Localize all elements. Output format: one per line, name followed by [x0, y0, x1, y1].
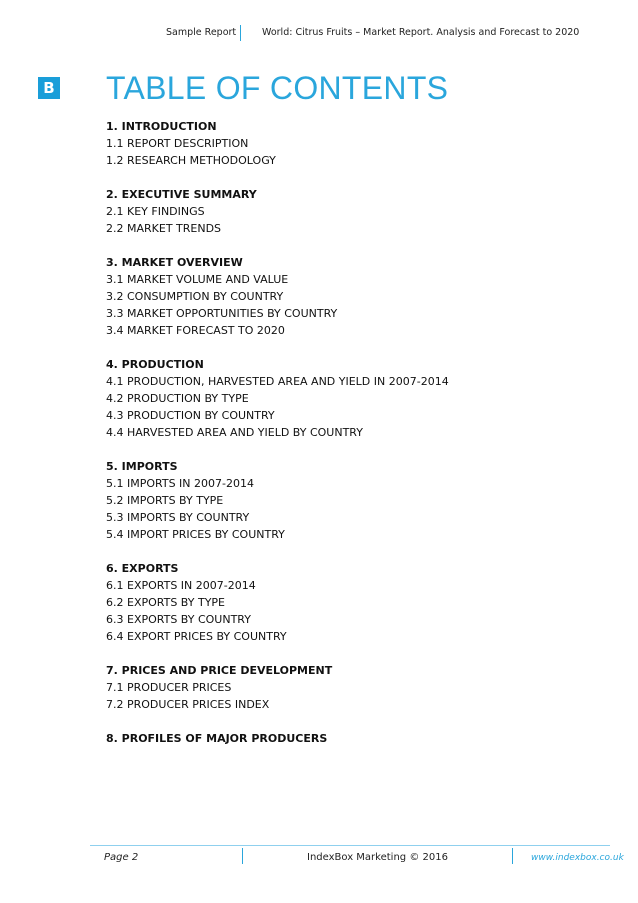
- toc-section: [106, 560, 606, 645]
- toc-section-heading[interactable]: 1. INTRODUCTION: [106, 120, 217, 133]
- toc-item[interactable]: 6.3 EXPORTS BY COUNTRY: [106, 613, 251, 626]
- footer-separator: [512, 848, 513, 864]
- footer-company: IndexBox Marketing © 2016: [307, 852, 448, 863]
- toc-item[interactable]: 3.4 MARKET FORECAST TO 2020: [106, 324, 285, 337]
- indexbox-logo-icon: B: [38, 77, 60, 99]
- toc-item[interactable]: 3.2 CONSUMPTION BY COUNTRY: [106, 290, 284, 303]
- footer-divider: [90, 845, 610, 846]
- toc-section-heading[interactable]: 7. PRICES AND PRICE DEVELOPMENT: [106, 664, 333, 677]
- toc-item[interactable]: 6.1 EXPORTS IN 2007-2014: [106, 579, 256, 592]
- toc-section-heading[interactable]: 3. MARKET OVERVIEW: [106, 256, 243, 269]
- table-of-contents: [106, 118, 606, 764]
- header-report-type: Sample Report: [166, 27, 237, 38]
- page-number: Page 2: [104, 852, 139, 863]
- footer-separator: [242, 848, 243, 864]
- toc-section-heading[interactable]: 8. PROFILES OF MAJOR PRODUCERS: [106, 732, 328, 745]
- toc-section: [106, 730, 606, 747]
- toc-item[interactable]: 5.2 IMPORTS BY TYPE: [106, 494, 224, 507]
- header-separator: [240, 25, 241, 41]
- toc-section: [106, 186, 606, 237]
- toc-section-heading[interactable]: 4. PRODUCTION: [106, 358, 204, 371]
- toc-item[interactable]: 4.2 PRODUCTION BY TYPE: [106, 392, 249, 405]
- toc-item[interactable]: 1.1 REPORT DESCRIPTION: [106, 137, 249, 150]
- toc-item[interactable]: 6.4 EXPORT PRICES BY COUNTRY: [106, 630, 287, 643]
- toc-item[interactable]: 5.3 IMPORTS BY COUNTRY: [106, 511, 250, 524]
- toc-item[interactable]: 2.1 KEY FINDINGS: [106, 205, 205, 218]
- toc-item[interactable]: 5.1 IMPORTS IN 2007-2014: [106, 477, 254, 490]
- toc-item[interactable]: 3.1 MARKET VOLUME AND VALUE: [106, 273, 289, 286]
- toc-section: [106, 356, 606, 441]
- footer-url-link[interactable]: www.indexbox.co.uk: [531, 853, 624, 863]
- toc-section-heading[interactable]: 5. IMPORTS: [106, 460, 178, 473]
- header-report-title: World: Citrus Fruits – Market Report. Analysis and Forecast to 2020: [262, 27, 580, 38]
- toc-section: [106, 662, 606, 713]
- toc-item[interactable]: 4.3 PRODUCTION BY COUNTRY: [106, 409, 275, 422]
- toc-item[interactable]: 2.2 MARKET TRENDS: [106, 222, 222, 235]
- page-title: TABLE OF CONTENTS: [106, 70, 449, 106]
- page-header: [0, 27, 638, 47]
- toc-item[interactable]: 5.4 IMPORT PRICES BY COUNTRY: [106, 528, 285, 541]
- toc-section: [106, 458, 606, 543]
- toc-section: [106, 118, 606, 169]
- toc-item[interactable]: 7.2 PRODUCER PRICES INDEX: [106, 698, 270, 711]
- toc-item[interactable]: 1.2 RESEARCH METHODOLOGY: [106, 154, 276, 167]
- toc-section: [106, 254, 606, 339]
- toc-item[interactable]: 3.3 MARKET OPPORTUNITIES BY COUNTRY: [106, 307, 338, 320]
- page-footer: [0, 852, 638, 868]
- toc-section-heading[interactable]: 2. EXECUTIVE SUMMARY: [106, 188, 257, 201]
- toc-item[interactable]: 4.4 HARVESTED AREA AND YIELD BY COUNTRY: [106, 426, 363, 439]
- toc-item[interactable]: 7.1 PRODUCER PRICES: [106, 681, 232, 694]
- toc-item[interactable]: 4.1 PRODUCTION, HARVESTED AREA AND YIELD IN 2007-2014: [106, 375, 449, 388]
- toc-item[interactable]: 6.2 EXPORTS BY TYPE: [106, 596, 225, 609]
- toc-section-heading[interactable]: 6. EXPORTS: [106, 562, 179, 575]
